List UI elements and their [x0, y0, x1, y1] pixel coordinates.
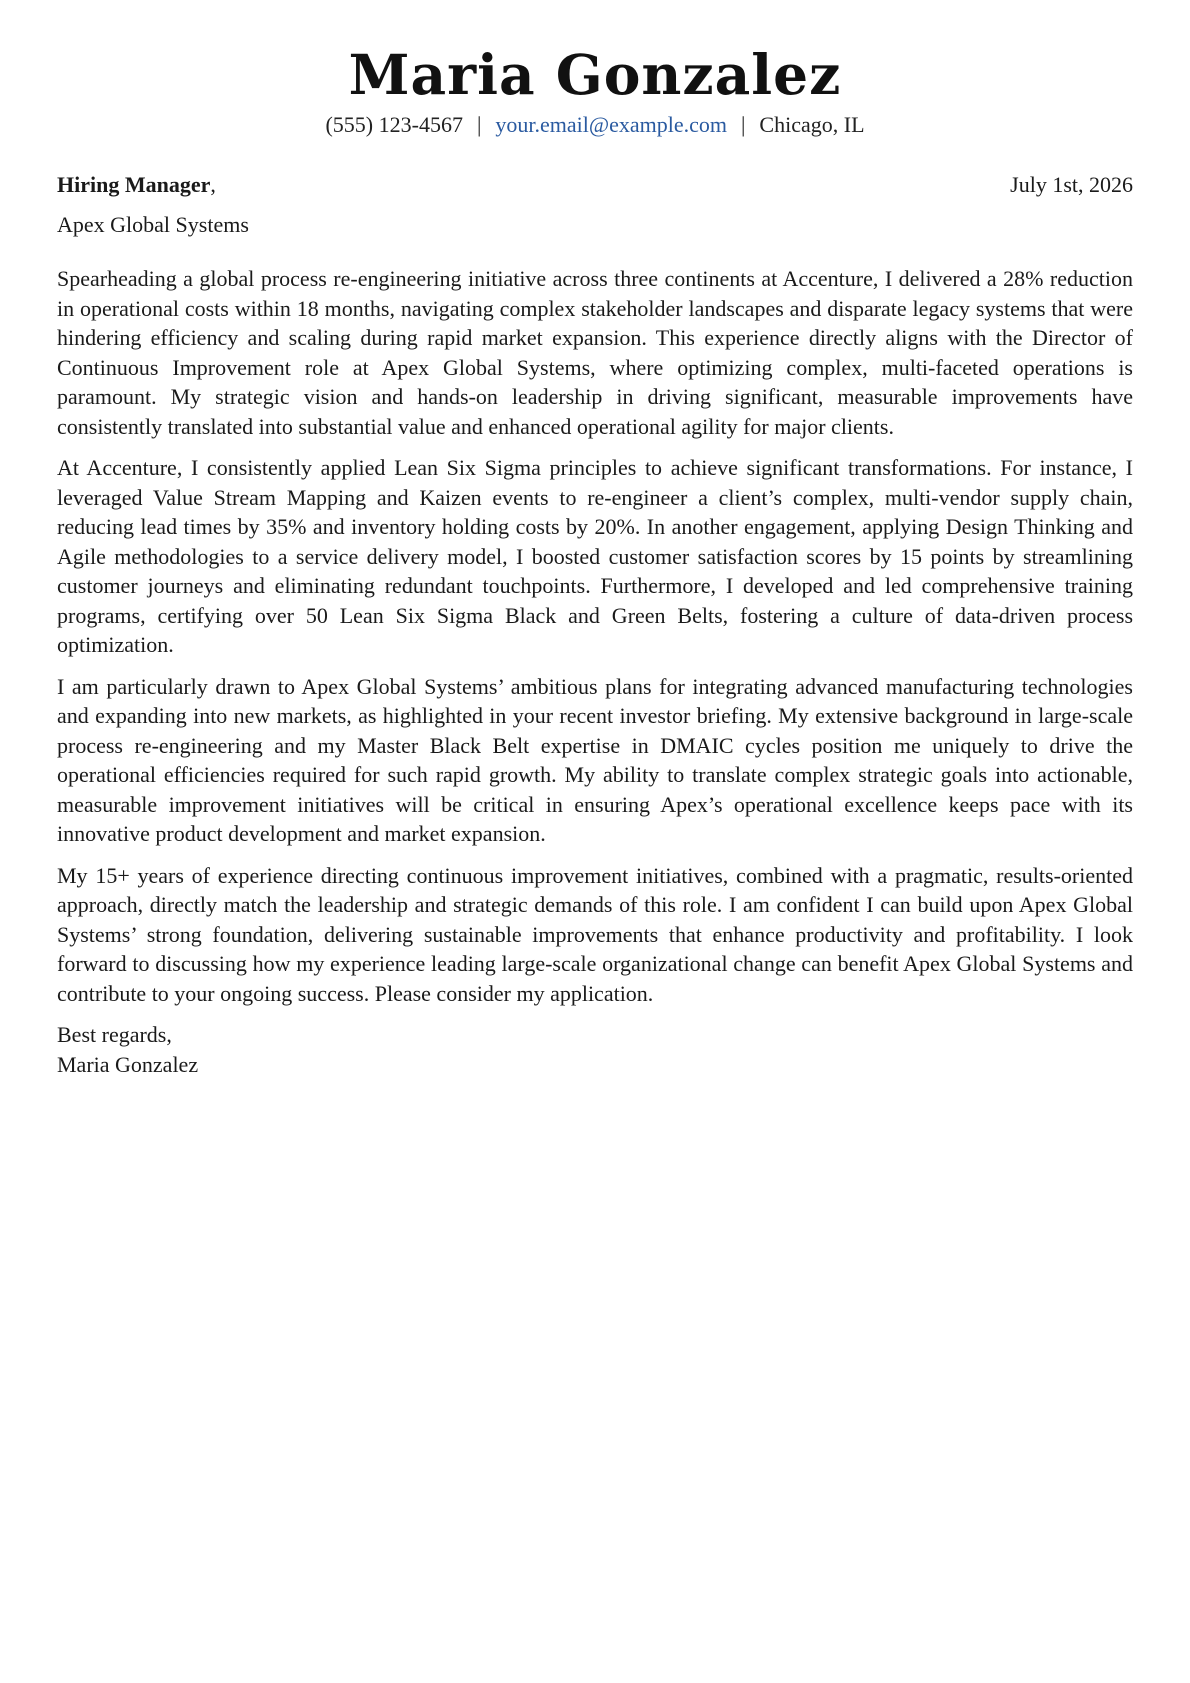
body-paragraph: Spearheading a global process re-engineering initiative across three continents at Accenture, I delivered a 28% reduction in operational costs within 18 months, navigating complex stakeholder landscapes and disparate legacy systems that were hindering efficiency and scaling during rapid market expansion. This experience directly aligns with the Director of Continuous Improvement role at Apex Global Systems, where optimizing complex, multi-faceted operations is paramount. My strategic vision and hands-on leadership in driving significant, measurable improvements have consistently translated into substantial value and enhanced operational agility for major clients. — [57, 266, 1133, 439]
recipient-name-suffix: , — [210, 172, 216, 197]
body-paragraph: I am particularly drawn to Apex Global Systems’ ambitious plans for integrating advanced manufacturing technologies and expanding into new markets, as highlighted in your recent investor briefing. My extensive background in large-scale process re-engineering and my Master Black Belt expertise in DMAIC cycles position me uniquely to drive the operational efficiencies required for such rapid growth. My ability to translate complex strategic goals into actionable, measurable improvement initiatives will be critical in ensuring Apex’s operational excellence keeps pace with its innovative product development and market expansion. — [57, 673, 1133, 846]
cover-letter-page — [57, 40, 1133, 1080]
recipient-company: Apex Global Systems — [57, 212, 249, 237]
contact-separator: | — [741, 112, 746, 137]
letter-date: July 1st, 2026 — [1010, 172, 1133, 197]
location: Chicago, IL — [759, 112, 865, 137]
email-link[interactable]: your.email@example.com — [495, 112, 728, 137]
recipient-row — [57, 170, 1133, 200]
letter-body — [57, 264, 1133, 1008]
contact-line — [57, 110, 1133, 140]
closing-salutation: Best regards, — [57, 1022, 172, 1047]
signature-name: Maria Gonzalez — [57, 1052, 199, 1077]
recipient-name: Hiring Manager — [57, 172, 211, 197]
letter-closing — [57, 1020, 1133, 1080]
contact-separator: | — [476, 112, 482, 137]
body-paragraph: At Accenture, I consistently applied Lean Six Sigma principles to achieve significant transformations. For instance, I leveraged Value Stream Mapping and Kaizen events to re-engineer a client’s complex, multi-vendor supply chain, reducing lead times by 35% and inventory holding costs by 20%. In another engagement, applying Design Thinking and Agile methodologies to a service delivery model, I boosted customer satisfaction scores by 15 points by streamlining customer journeys and eliminating redundant touchpoints. Furthermore, I developed and led comprehensive training programs, certifying over 50 Lean Six Sigma Black and Green Belts, fostering a culture of data-driven process optimization. — [57, 455, 1133, 657]
applicant-name: Maria Gonzalez — [348, 42, 842, 107]
phone-number: (555) 123-4567 — [325, 112, 463, 137]
recipient-salutation — [57, 170, 216, 200]
body-paragraph: My 15+ years of experience directing continuous improvement initiatives, combined with a pragmatic, results-oriented approach, directly match the leadership and strategic demands of this role. I am confident I can build upon Apex Global Systems’ strong foundation, delivering sustainable improvements that enhance productivity and profitability. I look forward to discussing how my experience leading large-scale organizational change can benefit Apex Global Systems and contribute to your ongoing success. Please consider my application. — [57, 862, 1133, 1006]
